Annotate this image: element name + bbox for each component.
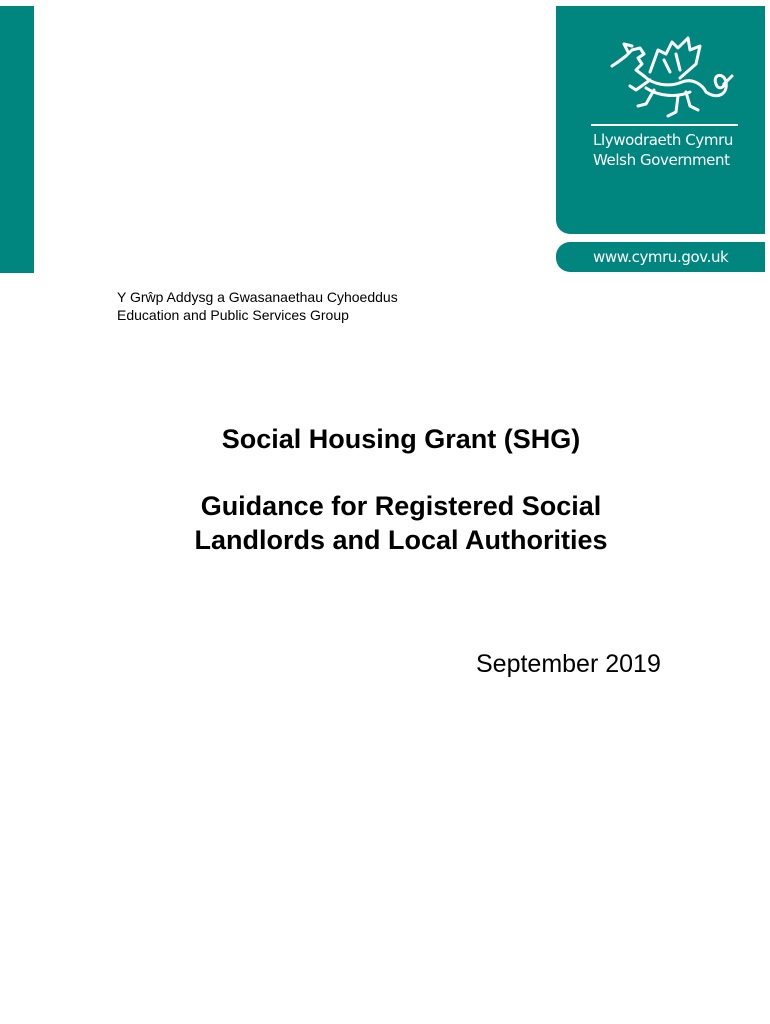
brand-name-english: Welsh Government <box>593 151 730 169</box>
brand-name-welsh: Llywodraeth Cymru <box>593 131 733 149</box>
welsh-government-logo <box>556 6 765 234</box>
website-url: www.cymru.gov.uk <box>593 248 729 266</box>
publication-date: September 2019 <box>476 650 661 678</box>
website-banner <box>556 242 765 272</box>
group-name-english: Education and Public Services Group <box>117 307 349 323</box>
left-accent-band <box>0 6 34 273</box>
logo-divider <box>591 124 738 126</box>
document-subtitle-line-2: Landlords and Local Authorities <box>194 525 608 555</box>
document-subtitle-line-1: Guidance for Registered Social <box>200 491 602 521</box>
welsh-dragon-icon <box>606 32 736 124</box>
group-name-welsh: Y Grŵp Addysg a Gwasanaethau Cyhoeddus <box>117 289 398 305</box>
document-title: Social Housing Grant (SHG) <box>221 424 581 454</box>
